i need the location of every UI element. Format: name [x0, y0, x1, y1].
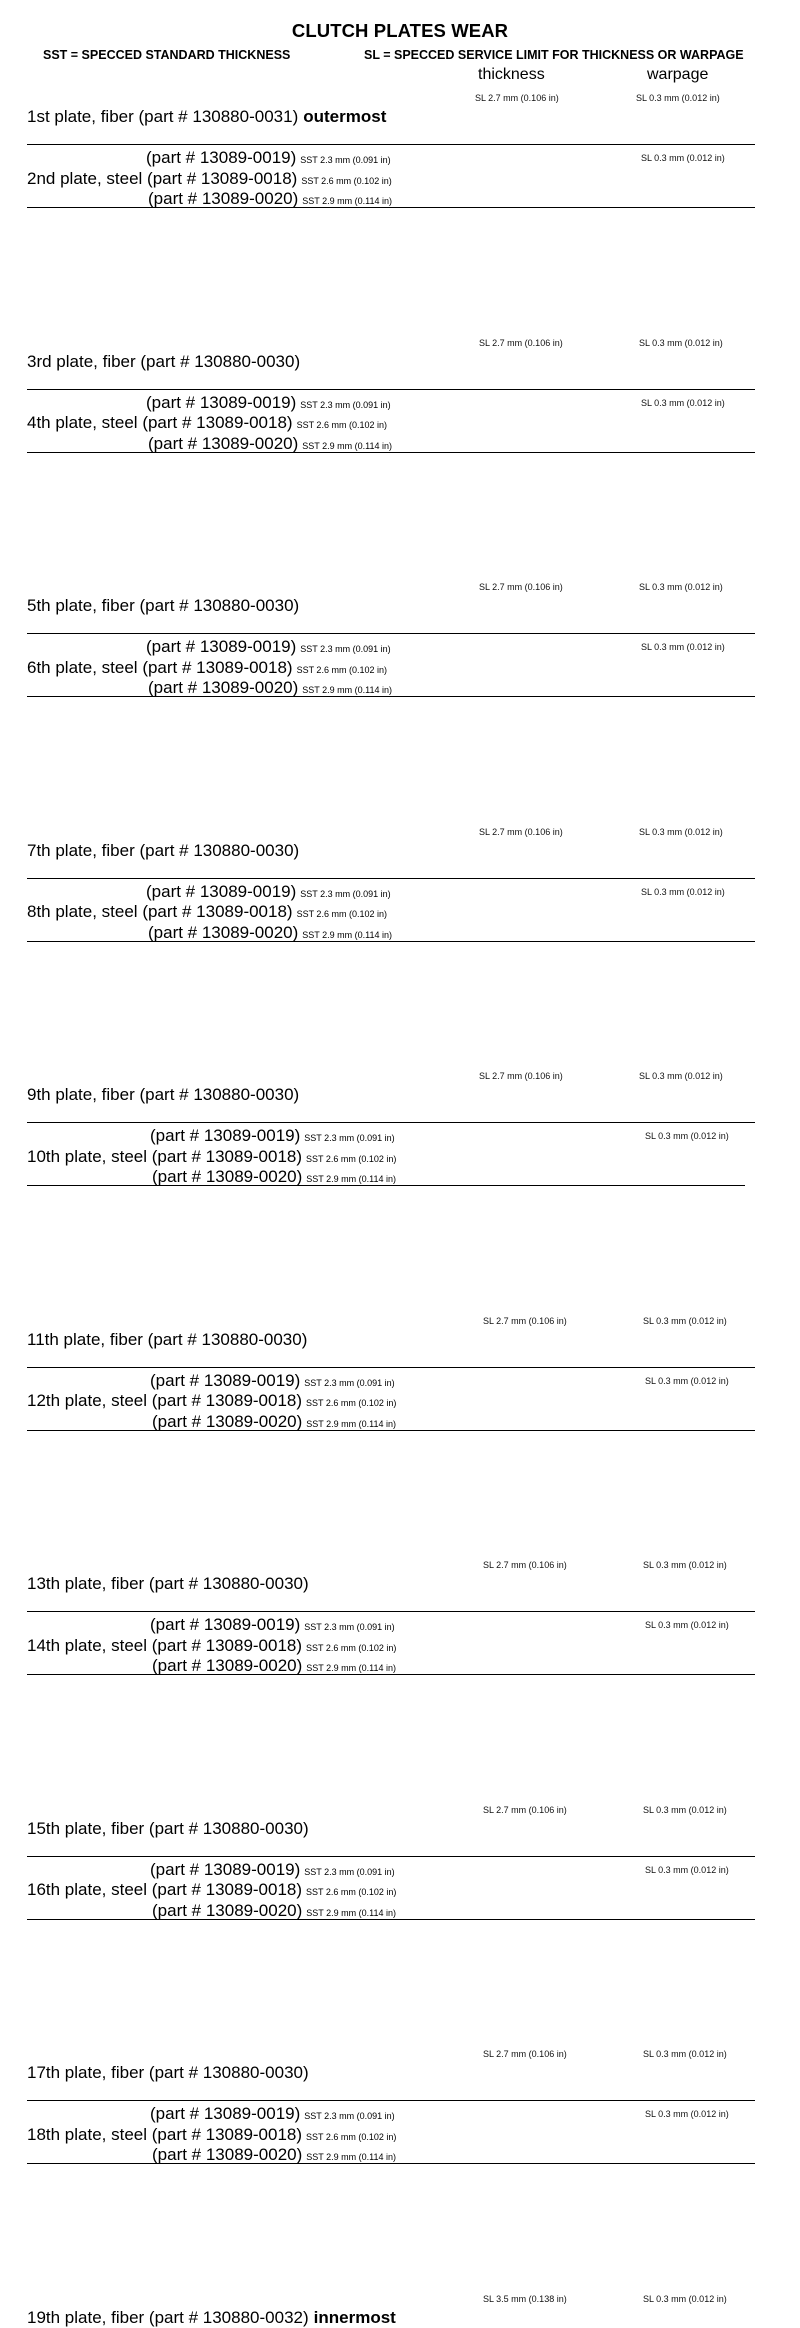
steel-warpage-limit: SL 0.3 mm (0.012 in)	[645, 1864, 729, 1875]
steel-standard-thickness: SST 2.3 mm (0.091 in)	[304, 1133, 395, 1143]
steel-part-row	[146, 882, 391, 902]
steel-standard-thickness: SST 2.3 mm (0.091 in)	[300, 399, 391, 410]
plate-label: 7th plate, fiber (part # 130880-0030)	[27, 840, 300, 860]
steel-part-number: (part # 13089-0020)	[152, 1411, 303, 1431]
fiber-warpage-limit: SL 0.3 mm (0.012 in)	[643, 1560, 727, 1570]
steel-part-number: (part # 13089-0019)	[150, 2104, 301, 2123]
steel-standard-thickness: SST 2.9 mm (0.114 in)	[302, 440, 392, 451]
steel-standard-thickness: SST 2.9 mm (0.114 in)	[306, 1174, 396, 1184]
fiber-thickness-limit: SL 2.7 mm (0.106 in)	[479, 582, 563, 592]
steel-part-row	[146, 148, 391, 168]
steel-part-row	[152, 1412, 396, 1432]
steel-standard-thickness: SST 2.6 mm (0.102 in)	[306, 2131, 397, 2142]
fiber-plate-row	[27, 841, 299, 861]
steel-part-number: (part # 13089-0020)	[148, 922, 299, 942]
steel-part-number: (part # 13089-0020)	[152, 1656, 303, 1675]
page-title: CLUTCH PLATES WEAR	[291, 20, 509, 41]
fiber-warpage-limit: SL 0.3 mm (0.012 in)	[643, 2293, 727, 2304]
fiber-thickness-limit: SL 2.7 mm (0.106 in)	[483, 1315, 567, 1326]
plate-label: 13th plate, fiber (part # 130880-0030)	[27, 1574, 309, 1593]
plate-label: 2nd plate, steel	[27, 168, 143, 188]
plate-label: 6th plate, steel	[27, 657, 138, 677]
divider	[27, 2100, 755, 2101]
steel-part-row	[150, 1615, 395, 1635]
steel-standard-thickness: SST 2.9 mm (0.114 in)	[306, 1418, 396, 1429]
steel-warpage-limit: SL 0.3 mm (0.012 in)	[645, 2109, 729, 2119]
divider	[27, 452, 755, 453]
steel-standard-thickness: SST 2.9 mm (0.114 in)	[306, 2152, 396, 2162]
fiber-plate-row	[27, 352, 300, 372]
divider	[27, 696, 755, 697]
steel-part-row	[27, 1880, 396, 1900]
fiber-plate-row	[27, 1085, 299, 1105]
steel-part-number: (part # 13089-0020)	[148, 433, 299, 453]
divider	[27, 389, 755, 390]
fiber-plate-row	[27, 1819, 309, 1839]
plate-label: 9th plate, fiber (part # 130880-0030)	[27, 1085, 300, 1104]
steel-standard-thickness: SST 2.3 mm (0.091 in)	[304, 1377, 395, 1388]
steel-standard-thickness: SST 2.6 mm (0.102 in)	[306, 1642, 397, 1653]
steel-warpage-limit: SL 0.3 mm (0.012 in)	[645, 1375, 729, 1386]
fiber-thickness-limit: SL 3.5 mm (0.138 in)	[483, 2293, 567, 2304]
divider	[27, 941, 755, 942]
steel-part-number: (part # 13089-0018)	[142, 657, 293, 677]
steel-standard-thickness: SST 2.3 mm (0.091 in)	[304, 1622, 395, 1632]
steel-standard-thickness: SST 2.9 mm (0.114 in)	[302, 685, 392, 695]
steel-part-row	[27, 413, 387, 433]
steel-warpage-limit: SL 0.3 mm (0.012 in)	[641, 886, 725, 897]
divider	[27, 1856, 755, 1857]
steel-warpage-limit: SL 0.3 mm (0.012 in)	[645, 1620, 729, 1630]
plate-label: 15th plate, fiber (part # 130880-0030)	[27, 1818, 309, 1838]
steel-part-number: (part # 13089-0018)	[142, 902, 293, 921]
plate-label: 12th plate, steel	[27, 1391, 148, 1410]
steel-standard-thickness: SST 2.6 mm (0.102 in)	[306, 1153, 397, 1164]
steel-part-row	[152, 1656, 396, 1676]
steel-part-number: (part # 13089-0019)	[150, 1370, 301, 1390]
divider	[27, 1185, 745, 1186]
fiber-thickness-limit: SL 2.7 mm (0.106 in)	[483, 1560, 567, 1570]
steel-part-number: (part # 13089-0020)	[152, 1900, 303, 1920]
plate-label: 19th plate, fiber (part # 130880-0032)	[27, 2307, 309, 2327]
column-header-warpage: warpage	[647, 66, 709, 83]
steel-standard-thickness: SST 2.3 mm (0.091 in)	[304, 2111, 395, 2121]
steel-part-number: (part # 13089-0020)	[152, 2145, 303, 2164]
fiber-thickness-limit: SL 2.7 mm (0.106 in)	[475, 93, 559, 103]
divider	[27, 1919, 755, 1920]
plate-label: 18th plate, steel	[27, 2124, 148, 2144]
legend-sl: SL = SPECCED SERVICE LIMIT FOR THICKNESS OR WARPAGE	[364, 48, 744, 62]
fiber-warpage-limit: SL 0.3 mm (0.012 in)	[643, 1315, 727, 1326]
divider	[27, 878, 755, 879]
divider	[27, 2163, 755, 2164]
steel-standard-thickness: SST 2.3 mm (0.091 in)	[300, 644, 391, 654]
steel-standard-thickness: SST 2.6 mm (0.102 in)	[296, 420, 387, 430]
steel-part-number: (part # 13089-0018)	[151, 1880, 303, 1899]
plate-label: 8th plate, steel	[27, 902, 138, 921]
steel-warpage-limit: SL 0.3 mm (0.012 in)	[645, 1131, 729, 1141]
fiber-thickness-limit: SL 2.7 mm (0.106 in)	[483, 2049, 567, 2059]
steel-part-number: (part # 13089-0018)	[151, 1391, 303, 1410]
steel-part-number: (part # 13089-0019)	[146, 637, 297, 656]
plate-label: 3rd plate, fiber (part # 130880-0030)	[27, 351, 301, 371]
fiber-warpage-limit: SL 0.3 mm (0.012 in)	[639, 337, 723, 348]
steel-part-row	[150, 1860, 395, 1880]
steel-part-row	[27, 2125, 396, 2145]
fiber-thickness-limit: SL 2.7 mm (0.106 in)	[479, 1071, 563, 1081]
steel-standard-thickness: SST 2.9 mm (0.114 in)	[306, 1663, 396, 1673]
steel-part-row	[148, 678, 392, 698]
steel-part-row	[27, 1147, 396, 1167]
plate-label: 1st plate, fiber (part # 130880-0031)	[27, 107, 299, 126]
steel-part-row	[148, 923, 392, 943]
steel-standard-thickness: SST 2.6 mm (0.102 in)	[306, 1887, 397, 1897]
fiber-warpage-limit: SL 0.3 mm (0.012 in)	[636, 93, 720, 103]
steel-part-row	[27, 902, 387, 922]
steel-part-row	[27, 658, 387, 678]
fiber-warpage-limit: SL 0.3 mm (0.012 in)	[639, 1071, 723, 1081]
fiber-warpage-limit: SL 0.3 mm (0.012 in)	[643, 1804, 727, 1815]
divider	[27, 144, 755, 145]
divider	[27, 1430, 755, 1431]
plate-position-note: innermost	[313, 2307, 396, 2327]
divider	[27, 1367, 755, 1368]
fiber-plate-row	[27, 1330, 307, 1350]
steel-part-number: (part # 13089-0019)	[150, 1615, 301, 1634]
plate-label: 10th plate, steel	[27, 1146, 148, 1166]
plate-label: 4th plate, steel	[27, 413, 138, 432]
steel-part-row	[150, 2104, 395, 2124]
steel-part-number: (part # 13089-0018)	[151, 2124, 303, 2144]
plate-label: 11th plate, fiber (part # 130880-0030)	[27, 1329, 308, 1349]
steel-standard-thickness: SST 2.3 mm (0.091 in)	[300, 888, 391, 899]
steel-part-number: (part # 13089-0019)	[150, 1126, 301, 1145]
steel-standard-thickness: SST 2.9 mm (0.114 in)	[302, 196, 392, 206]
steel-part-number: (part # 13089-0018)	[147, 168, 298, 188]
fiber-thickness-limit: SL 2.7 mm (0.106 in)	[479, 337, 563, 348]
steel-part-row	[152, 2145, 396, 2165]
steel-part-row	[146, 637, 391, 657]
steel-part-row	[27, 169, 392, 189]
fiber-plate-row	[27, 2063, 309, 2083]
fiber-plate-row	[27, 2308, 396, 2328]
steel-standard-thickness: SST 2.9 mm (0.114 in)	[306, 1907, 396, 1918]
steel-part-number: (part # 13089-0020)	[148, 189, 299, 208]
steel-part-number: (part # 13089-0018)	[151, 1146, 303, 1166]
divider	[27, 207, 755, 208]
steel-part-number: (part # 13089-0019)	[146, 392, 297, 412]
steel-standard-thickness: SST 2.3 mm (0.091 in)	[300, 155, 391, 165]
steel-part-row	[148, 189, 392, 209]
plate-label: 14th plate, steel	[27, 1635, 148, 1655]
steel-part-number: (part # 13089-0019)	[146, 148, 297, 167]
steel-part-number: (part # 13089-0018)	[151, 1635, 303, 1655]
fiber-warpage-limit: SL 0.3 mm (0.012 in)	[643, 2049, 727, 2059]
steel-warpage-limit: SL 0.3 mm (0.012 in)	[641, 153, 725, 163]
steel-part-row	[150, 1371, 395, 1391]
column-header-thickness: thickness	[478, 66, 545, 83]
steel-part-number: (part # 13089-0020)	[152, 1167, 303, 1186]
steel-standard-thickness: SST 2.6 mm (0.102 in)	[301, 175, 392, 186]
fiber-thickness-limit: SL 2.7 mm (0.106 in)	[483, 1804, 567, 1815]
steel-part-number: (part # 13089-0019)	[150, 1859, 301, 1879]
steel-part-number: (part # 13089-0020)	[148, 678, 299, 697]
fiber-warpage-limit: SL 0.3 mm (0.012 in)	[639, 582, 723, 592]
fiber-plate-row	[27, 107, 386, 127]
steel-part-row	[152, 1901, 396, 1921]
steel-part-row	[152, 1167, 396, 1187]
legend-sst: SST = SPECCED STANDARD THICKNESS	[43, 48, 291, 62]
fiber-plate-row	[27, 596, 299, 616]
steel-warpage-limit: SL 0.3 mm (0.012 in)	[641, 642, 725, 652]
steel-warpage-limit: SL 0.3 mm (0.012 in)	[641, 397, 725, 408]
fiber-warpage-limit: SL 0.3 mm (0.012 in)	[639, 826, 723, 837]
divider	[27, 1674, 755, 1675]
steel-standard-thickness: SST 2.6 mm (0.102 in)	[296, 909, 387, 919]
steel-standard-thickness: SST 2.6 mm (0.102 in)	[306, 1398, 397, 1408]
steel-part-row	[150, 1126, 395, 1146]
fiber-thickness-limit: SL 2.7 mm (0.106 in)	[479, 826, 563, 837]
plate-label: 16th plate, steel	[27, 1880, 148, 1899]
steel-standard-thickness: SST 2.6 mm (0.102 in)	[296, 664, 387, 675]
divider	[27, 1611, 755, 1612]
steel-standard-thickness: SST 2.3 mm (0.091 in)	[304, 1866, 395, 1877]
steel-part-row	[148, 434, 392, 454]
steel-part-number: (part # 13089-0018)	[142, 413, 293, 432]
plate-label: 17th plate, fiber (part # 130880-0030)	[27, 2063, 309, 2082]
plate-label: 5th plate, fiber (part # 130880-0030)	[27, 596, 300, 615]
steel-part-row	[27, 1391, 396, 1411]
fiber-plate-row	[27, 1574, 309, 1594]
steel-part-row	[27, 1636, 396, 1656]
plate-position-note: outermost	[303, 107, 387, 126]
steel-part-number: (part # 13089-0019)	[146, 881, 297, 901]
steel-part-row	[146, 393, 391, 413]
steel-standard-thickness: SST 2.9 mm (0.114 in)	[302, 929, 392, 940]
divider	[27, 1122, 755, 1123]
divider	[27, 633, 755, 634]
